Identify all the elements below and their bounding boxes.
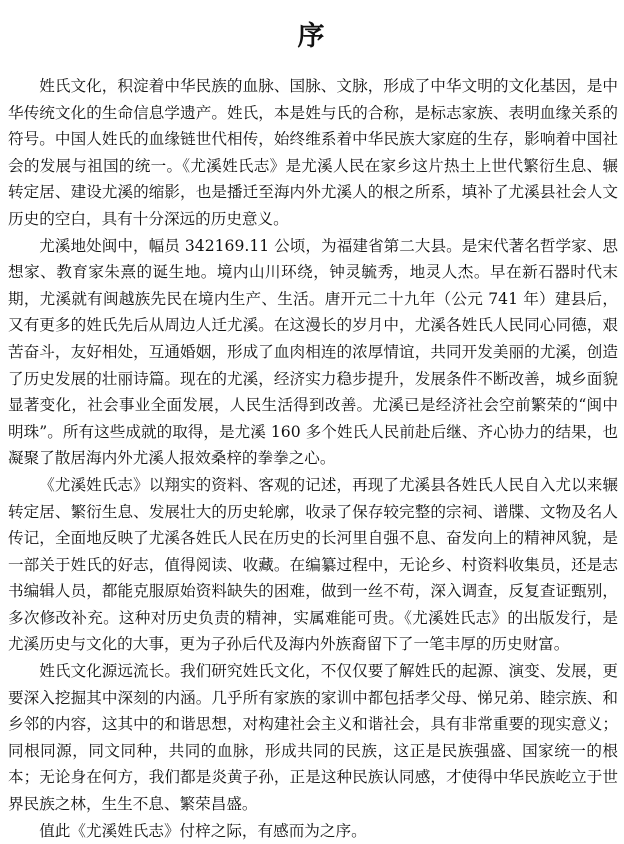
- paragraph-4: 姓氏文化源远流长。我们研究姓氏文化，不仅仅要了解姓氏的起源、演变、发展，更要深入挖掘其中深刻的内涵。几乎所有家族的家训中都包括孝父母、悌兄弟、睦宗族、和乡邻的内容，这其中的和谐思想，对构建社会主义和谐社会，具有非常重要的现实意义；同根同源，同文同种，共同的血脉，形成共同的民族，这正是民族强盛、国家统一的根本；无论身在何方，我们都是炎黄子孙，正是这种民族认同感，才使得中华民族屹立于世界民族之林，生生不息、繁荣昌盛。: [8, 662, 618, 814]
- paragraph-1: 姓氏文化，积淀着中华民族的血脉、国脉、文脉，形成了中华文明的文化基因，是中华传统文化的生命信息学遗产。姓氏，本是姓与氏的合称，是标志家族、表明血缘关系的符号。中国人姓氏的血缘链世代相传，始终维系着中华民族大家庭的生存，影响着中国社会的发展与祖国的统一。《尤溪姓氏志》是尤溪人民在家乡这片热土上世代繁衍生息、辗转定居、建设尤溪的缩影，也是播迁至海内外尤溪人的根之所系，填补了尤溪县社会人文历史的空白，具有十分深远的历史意义。: [8, 77, 618, 228]
- paragraph-3: 《尤溪姓氏志》以翔实的资料、客观的记述，再现了尤溪县各姓氏人民自入尤以来辗转定居、繁衍生息、发展壮大的历史轮廓，收录了保存较完整的宗祠、谱牒、文物及名人传记，全面地反映了尤溪各姓氏人民在历史的长河里自强不息、奋发向上的精神风貌，是一部关于姓氏的好志，值得阅读、收藏。在编纂过程中，无论乡、村资料收集员，还是志书编辑人员，都能克服原始资料缺失的困难，做到一丝不苟，深入调查，反复查证甄别，多次修改补充。这种对历史负责的精神，实属难能可贵。《尤溪姓氏志》的出版发行，是尤溪历史与文化的大事，更为子孙后代及海内外族裔留下了一笔丰厚的历史财富。: [8, 475, 618, 654]
- page-title: 序: [297, 21, 327, 53]
- paragraph-2: 尤溪地处闽中，幅员 342169.11 公顷，为福建省第二大县。是宋代著名哲学家、思想家、教育家朱熹的诞生地。境内山川环绕，钟灵毓秀，地灵人杰。早在新石器时代末期，尤溪就有闽越族先民在境内生产、生活。唐开元二十九年（公元 741 年）建县后，又有更多的姓氏先后从周边人迁尤溪。在这漫长的岁月中，尤溪各姓氏人民同心同德，艰苦奋斗，友好相处，互通婚姻，形成了血肉相连的浓厚情谊，共同开发美丽的尤溪，创造了历史发展的壮丽诗篇。现在的尤溪，经济实力稳步提升，发展条件不断改善，城乡面貌显著变化，社会事业全面发展，人民生活得到改善。尤溪已是经济社会空前繁荣的“闽中明珠”。所有这些成就的取得，是尤溪 160 多个姓氏人民前赴后继、齐心协力的结果，也凝聚了散居海内外尤溪人报效桑梓的拳拳之心。: [8, 236, 618, 468]
- preface-body: [8, 73, 618, 844]
- paragraph-5: 值此《尤溪姓氏志》付梓之际，有感而为之序。: [39, 821, 367, 840]
